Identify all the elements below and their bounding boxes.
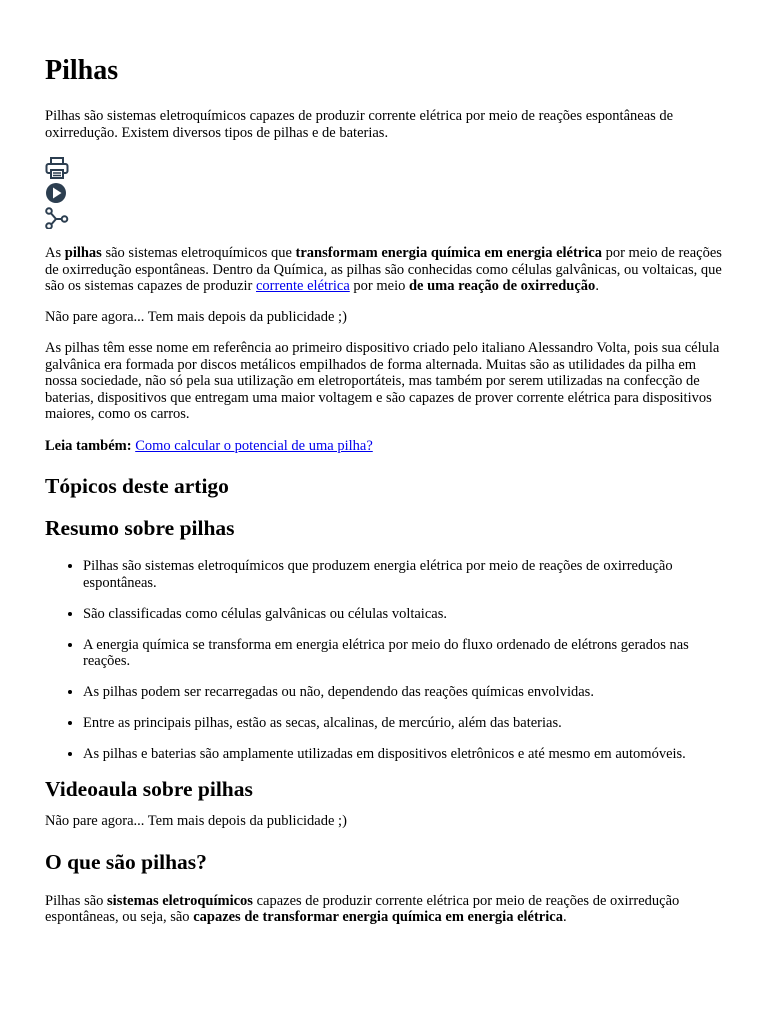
topics-heading[interactable]: Tópicos deste artigo	[45, 474, 229, 498]
bold-text: capazes de transformar energia química em energia elétrica	[193, 909, 563, 925]
text-span: são sistemas eletroquímicos que	[101, 245, 296, 261]
video-heading: Videoaula sobre pilhas	[45, 777, 253, 801]
ad-notice: Não pare agora... Tem mais depois da publicidade ;)	[45, 308, 347, 325]
ad-notice: Não pare agora... Tem mais depois da publicidade ;)	[45, 813, 347, 829]
share-icon[interactable]	[45, 207, 69, 229]
play-icon[interactable]	[45, 182, 69, 204]
list-item: • Entre as principais pilhas, estão as secas, alcalinas, de mercúrio, além das baterias.	[83, 715, 723, 732]
list-item: • As pilhas podem ser recarregadas ou não, dependendo das reações químicas envolvidas.	[83, 684, 723, 701]
volta-paragraph: As pilhas têm esse nome em referência ao primeiro dispositivo criado pelo italiano Alessandro Volta, pois sua célula galvânica era formada por discos metálicos empilhados de forma alternada. Muitas são as utilidades da pilha em nossa sociedade, não só pela sua utilização em eletroportáteis, mas também por serem utilizadas na confecção de baterias, dispositivos que entregam uma maior voltagem e são capazes de prover corrente elétrica para dispositivos maiores, como os carros.	[45, 340, 720, 422]
text-span: Pilhas são	[45, 892, 108, 909]
read-also-link[interactable]: Como calcular o potencial de uma pilha?	[135, 437, 373, 454]
text-span: por meio	[349, 278, 409, 294]
text-span: por meio de reações de oxirredução espontâneas. Dentro da Química, as pilhas são conhecidas como células galvânicas, ou voltaicas, que são os sistemas capazes de produzir	[45, 245, 722, 294]
bold-text: sistemas eletroquímicos	[107, 892, 253, 909]
bold-text: pilhas	[64, 245, 102, 261]
list-item: • A energia química se transforma em energia elétrica por meio do fluxo ordenado de elétrons gerados nas reações.	[83, 637, 723, 670]
page-title: Pilhas	[45, 55, 119, 86]
summary-list	[45, 558, 723, 763]
list-item: • São classificadas como células galvânicas ou células voltaicas.	[83, 606, 723, 623]
text-span: .	[562, 909, 567, 925]
action-icons	[45, 157, 723, 229]
read-also-label: Leia também:	[45, 437, 132, 454]
bold-text: de uma reação de oxirredução	[408, 278, 596, 294]
list-item: • Pilhas são sistemas eletroquímicos que produzem energia elétrica por meio de reações de oxirredução espontâneas.	[83, 558, 723, 591]
summary-heading: Resumo sobre pilhas	[45, 516, 235, 540]
list-item: • As pilhas e baterias são amplamente utilizadas em dispositivos eletrônicos e até mesmo em automóveis.	[83, 746, 723, 763]
text-span: As	[45, 245, 65, 261]
read-also	[45, 438, 723, 455]
intro-paragraph: Pilhas são sistemas eletroquímicos capazes de produzir corrente elétrica por meio de reações espontâneas de oxirredução. Existem diversos tipos de pilhas e de baterias.	[45, 108, 674, 141]
text-span: capazes de produzir corrente elétrica por meio de reações de oxirredução espontâneas, ou seja, são	[45, 892, 680, 925]
text-span: .	[595, 278, 599, 294]
bold-text: transformam energia química em energia elétrica	[295, 245, 602, 261]
pilhas-definition-paragraph	[45, 245, 723, 295]
corrente-eletrica-link[interactable]: corrente elétrica	[256, 278, 350, 294]
what-are-batteries-heading: O que são pilhas?	[45, 849, 207, 874]
what-are-batteries-paragraph	[45, 893, 723, 926]
print-icon[interactable]	[45, 157, 69, 179]
